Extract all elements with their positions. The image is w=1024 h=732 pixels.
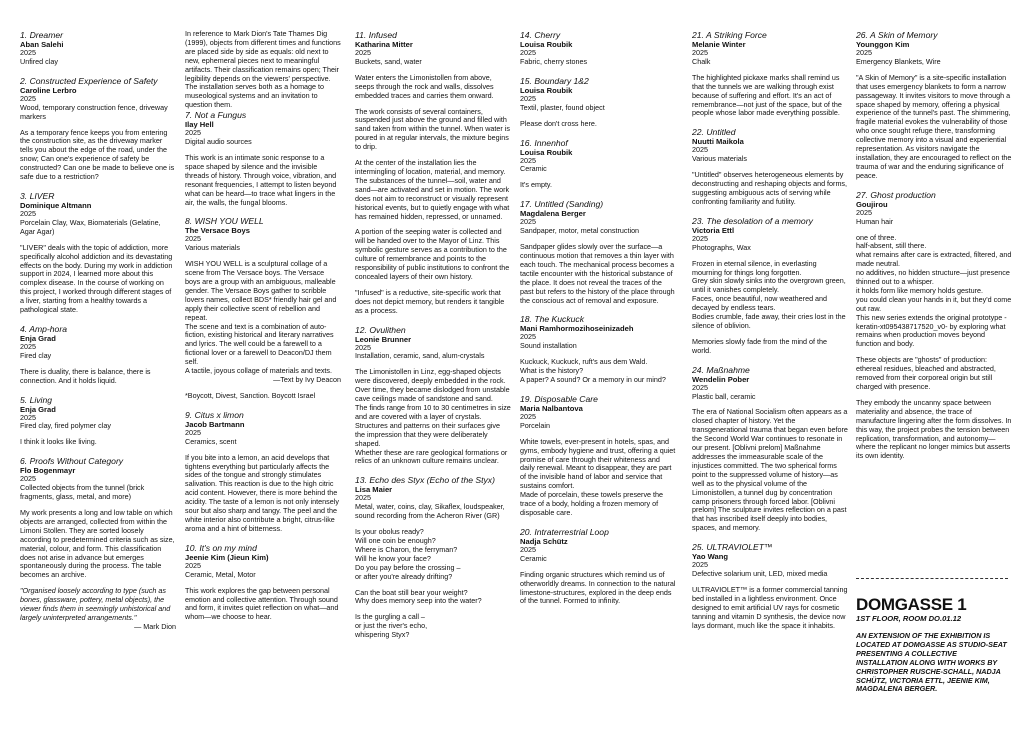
artwork-entry: [185, 410, 341, 534]
artwork-year: 2025: [692, 48, 708, 57]
artwork-description-continued: In reference to Mark Dion's Tate Thames Dig (1999), objects from different times and functions are placed side by side as equals: old next to new, ephemeral pieces next to meaningful artifacts. Their classification remains open; Their legibility depends on the viewers' perspective. The installation serves both as a homage to museological systems and an invitation to question them.: [185, 29, 341, 110]
artwork-materials: Fired clay: [20, 350, 52, 360]
artwork-entry: [20, 76, 176, 182]
artwork-materials: Sandpaper, motor, metal construction: [520, 226, 640, 236]
artwork-number: 5.: [20, 394, 28, 405]
artwork-year: 2025: [520, 332, 536, 342]
artwork-title-text: The Kuckuck: [534, 314, 585, 325]
artwork-year: 2025: [355, 48, 371, 57]
artwork-title-text: Echo des Styx (Echo of the Styx): [369, 475, 495, 486]
artwork-title: [692, 216, 848, 226]
artwork-description: As a temporary fence keeps you from entering the construction site, as the driveway marker tells you about the edge of the road, under the snow; Can one's experience of safety be constructed? Can one be made to believe one is safe due to a restriction?: [20, 127, 175, 182]
artwork-title: [856, 190, 1012, 200]
artwork-title: [20, 456, 176, 466]
artwork-title: [20, 30, 176, 40]
artwork-title: [185, 543, 341, 553]
artist-name: Ilay Hell: [185, 120, 214, 130]
artwork-description: Frozen in eternal silence, in everlasting mourning for things long forgotten. Grey skin slowly sinks into the overgrown green, until it vanishes completely. Faces, once beautiful, now weathered and decayed by endless tears. Bodies crumble, fade away, their cries lost in the silence of oblivion.: [692, 258, 846, 330]
artwork-materials: Emergency Blankets, Wire: [856, 56, 941, 66]
quote-credit: — Mark Dion: [134, 621, 176, 631]
artwork-description: Is the gurgling a call – or just the river's echo, whispering Styx?: [355, 612, 428, 640]
artwork-materials: Wood, temporary construction fence, driveway markers: [20, 102, 168, 121]
artwork-year: 2025: [185, 560, 201, 570]
artwork-description: Can the boat still bear your weight? Why does memory seep into the water?: [355, 587, 482, 606]
artwork-entry: [185, 216, 341, 400]
artwork-entry: [355, 30, 511, 316]
artwork-title-text: A Skin of Memory: [870, 30, 938, 40]
artwork-description: This work explores the gap between personal emotion and collective attention. Through sound and form, it invites quiet reflection on what—and whom—we choose to hear.: [185, 585, 339, 622]
artwork-entry: [856, 30, 1012, 181]
artwork-number: 10.: [185, 542, 197, 553]
artwork-materials: Unfired clay: [20, 56, 58, 66]
artwork-materials: Porcelain Clay, Wax, Biomaterials (Gelatine, Agar Agar): [20, 217, 161, 236]
artwork-entry: [355, 325, 511, 467]
artwork-materials: Textil, plaster, found object: [520, 102, 605, 112]
artwork-description: They embody the uncanny space between materiality and absence, the trace of manufacture lingering after the form dissolves. In this way, the project probes the tension between replication, transformation, and autonomy—where the replicant no longer mimics but asserts its own identity.: [856, 397, 1012, 461]
artwork-materials: Plastic ball, ceramic: [692, 391, 756, 401]
artwork-description: I think it looks like living.: [20, 437, 97, 447]
artist-name: Caroline Lerbro: [20, 85, 77, 95]
artist-name: Jacob Bartmann: [185, 419, 245, 429]
artwork-description: "A Skin of Memory" is a site-specific installation that uses emergency blankets to form a narrow passageway. It invites visitors to move through a space shaped by memory, offering a physical experience of the tunnel's past. The shimmering, fragile material evokes the vulnerability of those who once sought refuge there, transforming collective memory into a visual and experiential representation. As visitors navigate the installation, they are encouraged to reflect on the trauma of war and the enduring significance of peace.: [856, 72, 1012, 180]
artwork-title: [355, 30, 511, 40]
artwork-description: Finding organic structures which remind us of otherworldly dreams. In connection to the natural limestone-structures, explored in the deep ends of the tunnel. Formed to infinity.: [520, 569, 676, 606]
artwork-year: 2025: [692, 382, 708, 392]
artwork-title: [692, 127, 848, 137]
artwork-description: The work consists of several containers, suspended just above the ground and filled with sand taken from within the tunnel. When water is poured in at regular intervals, the mixture begins to drip.: [355, 106, 511, 152]
artwork-description: The era of National Socialism often appears as a closed chapter of history. Yet the transgenerational trauma that began even before the Second World War continues to resonate in our present. [Oblivni prelom] Maßnahme addresses the immeasurable scale of the injustices committed. The two spherical forms point to the suppressed volume of history—as well as to the physical volume of the Limonistollen, a tunnel dug by concentration camp prisoners through forced labor. [Oblivni prelom] The sculpture invites reflection on a past that has inscribed itself deeply into bodies, spaces, and memory.: [692, 407, 848, 533]
artwork-materials: Various materials: [692, 154, 747, 164]
artwork-description: Is your obolus ready? Will one coin be enough? Where is Charon, the ferryman? Will he know your face? Do you pay before the crossing – or after you're already drifting?: [355, 527, 461, 581]
artwork-number: 12.: [355, 324, 367, 335]
artwork-entry: [20, 324, 176, 386]
artwork-number: 7.: [185, 110, 193, 121]
artwork-title: [20, 76, 176, 86]
artist-name: Nuutti Maikola: [692, 137, 744, 147]
artist-name: The Versace Boys: [185, 226, 251, 236]
artwork-title-text: Dreamer: [29, 30, 63, 40]
artwork-title: [520, 199, 676, 209]
artist-name: Maria Nalbantova: [520, 403, 583, 413]
artist-name: Leonie Brunner: [355, 334, 412, 344]
artist-name: Magdalena Berger: [520, 209, 586, 219]
artwork-materials: Metal, water, coins, clay, Sikaflex, loudspeaker, sound recording from the Acheron River (GR): [355, 502, 505, 521]
artwork-year: 2025: [20, 474, 36, 484]
artwork-materials: Sound installation: [520, 341, 577, 351]
artwork-entry: [20, 395, 176, 448]
artwork-year: 2025: [520, 48, 536, 57]
artwork-title: [20, 191, 176, 201]
artwork-materials: Porcelain: [520, 420, 550, 430]
artwork-title-text: Living: [29, 394, 53, 405]
artwork-title: [185, 216, 341, 226]
artwork-materials: Defective solarium unit, LED, mixed media: [692, 569, 828, 579]
artwork-title: [856, 30, 1012, 40]
artwork-entry: [520, 138, 676, 191]
column-4: [520, 30, 676, 615]
artwork-title-text: The desolation of a memory: [706, 215, 813, 226]
artist-name: Louisa Roubik: [520, 147, 573, 157]
artwork-title: [355, 475, 511, 485]
artist-name: Enja Grad: [20, 333, 56, 343]
artwork-entry: [185, 543, 341, 622]
artwork-year: 2025: [20, 412, 36, 422]
artwork-materials: Collected objects from the tunnel (brick fragments, glass, metal, and more): [20, 483, 145, 502]
artwork-title-text: A Striking Force: [706, 30, 767, 40]
artist-name: Louisa Roubik: [520, 40, 573, 49]
artist-name: Dominique Altmann: [20, 200, 92, 210]
artwork-description: The highlighted pickaxe marks shall remind us that the tunnels we are walking through exist because of suffering and effort. It's an act of remembrance—not just of the space, but of the people whose labor made everything possible.: [692, 72, 842, 118]
artwork-description: At the center of the installation lies the intermingling of location, material, and memory. The substances of the tunnel—soil, water and sand—are activated and set in motion. The work does not aim to reconstruct or visually represent historical events, but to quietly engage with what has remained hidden, repressed, or unnamed.: [355, 158, 510, 221]
artwork-description: "Infused" is a reductive, site-specific work that does not depict memory, but renders it tangible as a process.: [355, 287, 505, 315]
artwork-description: Water enters the Limonistollen from above, seeps through the rock and walls, dissolves embedded traces and carries them onward.: [355, 72, 494, 100]
artist-name: Lisa Maier: [355, 485, 393, 495]
artist-name: Aban Salehi: [20, 40, 64, 49]
artwork-description: These objects are "ghosts" of production: ethereal residues, bleached and abstracted, removed from their corporeal origin but still charged with presence.: [856, 355, 996, 391]
artwork-title-text: Intraterrestrial Loop: [534, 526, 609, 537]
artwork-title-text: Amp-hora: [29, 323, 67, 334]
artwork-materials: Ceramic, Metal, Motor: [185, 569, 256, 579]
artist-name: Yao Wang: [692, 552, 729, 562]
footnote: *Boycott, Divest, Sanction. Boycott Israel: [185, 390, 316, 400]
artwork-number: 3.: [20, 190, 28, 201]
column-5: [692, 30, 848, 640]
artwork-description: If you bite into a lemon, an acid develops that tightens everything but particularly affects the sides of the tongue and strongly stimulates salivation. This reaction is due to the high citric acid content. However, there is more behind the acidity. The taste of a lemon is not only intensely sour but also sharp and tangy. The peel and the white interior also contribute a bright, citrus-like aroma and a hint of bitterness.: [185, 452, 339, 533]
artist-name: Victoria Ettl: [692, 225, 735, 235]
artwork-description: The Limonistollen in Linz, egg-shaped objects were discovered, deeply embedded in the rock. Over time, they became dislodged from unstable cave ceilings made of sandstone and sand. The finds range from 10 to 30 centimetres in size and are covered with a layer of crystals. Structures and patterns on their surfaces give the impression that they were deliberately shaped. Whether these are rare geological formations or relics of an unknown culture remains unclear.: [355, 367, 511, 466]
artwork-description: Memories slowly fade from the mind of the world.: [692, 336, 828, 355]
artist-name: Younggon Kim: [856, 40, 910, 49]
artwork-number: 13.: [355, 475, 367, 486]
artwork-title-text: Infused: [368, 30, 397, 40]
artist-name: Mani Ramhormozihoseinizadeh: [520, 324, 634, 334]
artwork-description: Kuckuck, Kuckuck, ruft's aus dem Wald. What is the history? A paper? A sound? Or a memory in our mind?: [520, 357, 666, 385]
venue-title: DOMGASSE 1: [856, 595, 967, 614]
artwork-number: 23.: [692, 215, 704, 226]
artist-name: Enja Grad: [20, 404, 56, 414]
artwork-number: 9.: [185, 409, 193, 420]
artwork-title-text: Citus x limon: [194, 409, 244, 420]
artwork-description: White towels, ever-present in hotels, spas, and gyms, embody hygiene and trust, offering a quiet promise of care through their whiteness and daily renewal. Meant to disappear, they are part of the invisible hand of labor and service that sustains comfort. Made of porcelain, these towels preserve the trace of a body, holding a frozen memory of disposable care.: [520, 436, 676, 517]
artwork-title-text: Disposable Care: [534, 393, 598, 404]
artwork-year: 2025: [185, 234, 201, 244]
column-6: [856, 30, 1012, 470]
artwork-materials: Installation, ceramic, sand, alum-crystals: [355, 351, 485, 361]
artwork-year: 2025: [520, 411, 536, 421]
artwork-title-text: Ghost production: [870, 189, 936, 200]
artist-name: Goujirou: [856, 199, 888, 209]
artwork-number: 21.: [692, 30, 704, 40]
artwork-entry: [520, 314, 676, 385]
artwork-entry: [20, 191, 176, 315]
artwork-description: There is duality, there is balance, there is connection. And it holds liquid.: [20, 366, 151, 385]
artwork-number: 20.: [520, 526, 532, 537]
artwork-entry: [692, 542, 848, 630]
artwork-description: A portion of the seeping water is collected and will be handed over to the Mayor of Linz. This symbolic gesture serves as a contribution to the culture of remembrance and points to the responsibility of public institutions to confront the concealed layers of their own history.: [355, 227, 510, 281]
artwork-description: Sandpaper glides slowly over the surface—a continuous motion that removes a thin layer with each touch. The mechanical process becomes a tactile encounter with the historical substance of the place. It does not reveal the traces of the past but refers to the history of the place through the conscious act of removal and exposure.: [520, 242, 675, 305]
artwork-number: 26.: [856, 30, 868, 40]
artwork-number: 2.: [20, 75, 28, 86]
artwork-year: 2025: [692, 233, 708, 243]
artist-name: Jeenie Kim (Jieun Kim): [185, 552, 269, 562]
artwork-year: 2025: [20, 341, 36, 351]
artwork-title-text: LIVER: [29, 190, 55, 201]
artwork-title-text: Innenhof: [534, 137, 568, 148]
artwork-materials: Ceramic: [520, 164, 547, 174]
artwork-year: 2025: [355, 493, 371, 503]
artwork-title: [20, 324, 176, 334]
artwork-title: [520, 30, 676, 40]
artwork-materials: Human hair: [856, 216, 894, 226]
column-2: [185, 30, 341, 631]
artwork-number: 17.: [520, 199, 532, 210]
artwork-description: one of three. half-absent, still there. what remains after care is extracted, filtered, and made neutral. no additives, no hidden structure—just presence thinned out to a whisper. it holds form like memory holds gesture. you could clean your hands in it, but they'd come out raw. This new series extends the original prototype -keratin-xt095438717520_v0- by exploring what remains when production moves beyond function and body.: [856, 232, 1012, 349]
artwork-year: 2025: [185, 128, 201, 138]
artwork-title: [520, 138, 676, 148]
artwork-year: 2025: [856, 207, 872, 217]
artwork-entry: [520, 199, 676, 305]
artwork-number: 6.: [20, 456, 28, 467]
artwork-description: "Untitled" observes heterogeneous elements by deconstructing and reshaping objects and forms, suggesting ambiguous acts of serving while confronting familiarity and futility.: [692, 170, 848, 206]
artwork-title: [692, 30, 848, 40]
artwork-entry: [692, 127, 848, 206]
artwork-materials: Fired clay, fired polymer clay: [20, 421, 111, 431]
artwork-description: This work is an intimate sonic response to a space shaped by silence and the invisible threads of history. Through voice, vibration, and resonant frequencies, I attempt to listen beyond what can be heard—to trace what lingers in the air, the walls, the fungal blooms.: [185, 152, 337, 207]
artwork-title: [520, 394, 676, 404]
artwork-entry: [692, 365, 848, 534]
artwork-number: 25.: [692, 542, 704, 553]
artwork-title-text: It's on my mind: [199, 542, 257, 553]
artwork-title: [20, 395, 176, 405]
artwork-number: 24.: [692, 364, 704, 375]
artwork-title-text: Cherry: [534, 30, 561, 40]
artwork-year: 2025: [20, 48, 36, 57]
artist-name: Katharina Mitter: [355, 40, 413, 49]
artwork-title-text: Not a Fungus: [194, 110, 247, 121]
artwork-description: WISH YOU WELL is a sculptural collage of a scene from The Versace boys. The Versace boys are a group with an ambiguous, malleable gender. The Versace Boys gather to scribble lovers names, collect BDS* friendly hair gel and apply their collective scent of rebellion and repeat. The scene and text is a combination of auto-fiction, existing historical and literary narratives and lyrics. The well could be a farewell to a fictional lover or a farewell to Deacon/DJ them self. A tactile, joyous collage of materials and texts.: [185, 259, 337, 376]
artwork-title: [692, 365, 848, 375]
artwork-entry: [520, 527, 676, 606]
artwork-title-text: WISH YOU WELL: [194, 216, 264, 227]
artwork-number: 19.: [520, 393, 532, 404]
artwork-number: 14.: [520, 30, 532, 40]
artwork-description: My work presents a long and low table on which objects are arranged, collected from within the Limoni Stollen. They are sorted loosely according to predetermined criteria such as size, material, colour, and form. This classification does not arise in advance but emerges spontaneously during the process. The table becomes an archive.: [20, 508, 175, 580]
artwork-entry: [355, 475, 511, 640]
artwork-title: [520, 76, 676, 86]
artwork-materials: Ceramic: [520, 553, 547, 563]
artwork-entry: [20, 30, 176, 67]
artwork-number: 4.: [20, 323, 28, 334]
artwork-number: 11.: [355, 30, 367, 40]
artwork-number: 16.: [520, 137, 532, 148]
artwork-entry: [856, 190, 1012, 462]
artwork-year: 2025: [20, 93, 36, 103]
artwork-materials: Various materials: [185, 243, 240, 253]
artwork-entry: [20, 456, 176, 632]
venue-description: AN EXTENSION OF THE EXHIBITION IS LOCATED AT DOMGASSE AS STUDIO-SEAT PRESENTING A COLLECTIVE INSTALLATION ALONG WITH WORKS BY CHRISTOPHER RUSCHE-SCHALL, NADJA SCHÜTZ, VICTORIA ETTL, JEENIE KIM, MAGDALENA BERGER.: [856, 631, 1007, 694]
artwork-title: [185, 110, 341, 120]
artwork-entry: [520, 76, 676, 129]
artwork-quote: "Organised loosely according to type (such as bones, glassware, pottery, metal objects), the viewer finds them in seemingly unhistorical and largely uninterpreted arrangements.": [20, 586, 171, 622]
artwork-description: "LIVER" deals with the topic of addiction, more specifically alcohol addiction and its devastating effects on the body. During my work in addiction support in 2024, I learned more about this complex disease. In the course of working on this project, I worked through different stages of a liver, starting from a healthy towards a pathological state.: [20, 242, 173, 315]
artwork-number: 22.: [692, 127, 704, 138]
artwork-entry: [520, 30, 676, 67]
artwork-number: 8.: [185, 216, 193, 227]
artwork-number: 18.: [520, 314, 532, 325]
artwork-year: 2025: [355, 342, 371, 352]
artwork-year: 2025: [692, 145, 708, 155]
artwork-description: It's empty.: [520, 180, 552, 190]
divider-dashed: [856, 578, 1008, 579]
artwork-title: [520, 314, 676, 324]
artwork-title: [692, 542, 848, 552]
artwork-title: [520, 527, 676, 537]
artwork-entry: [692, 216, 848, 356]
artwork-title-text: Ovulithen: [369, 324, 406, 335]
artwork-year: 2025: [20, 208, 36, 218]
artwork-materials: Fabric, cherry stones: [520, 56, 588, 66]
artwork-materials: Buckets, sand, water: [355, 56, 422, 66]
artist-name: Louisa Roubik: [520, 85, 573, 95]
text-credit: —Text by Ivy Deacon: [273, 375, 341, 384]
artwork-title-text: Proofs Without Category: [29, 456, 124, 467]
artist-name: Nadja Schütz: [520, 536, 568, 546]
artwork-title-text: Boundary 1&2: [534, 75, 589, 86]
artwork-materials: Ceramics, scent: [185, 436, 237, 446]
artwork-materials: Digital audio sources: [185, 137, 252, 147]
artwork-title-text: Maßnahme: [706, 364, 750, 375]
artwork-number: 15.: [520, 75, 532, 86]
artwork-number: 1.: [20, 30, 28, 40]
artwork-year: 2025: [520, 217, 536, 227]
artwork-entry: [692, 30, 848, 118]
artwork-entry: [520, 394, 676, 518]
artwork-title-text: ULTRAVIOLET™: [706, 542, 773, 553]
artwork-materials: Photographs, Wax: [692, 242, 751, 252]
artwork-title: [355, 325, 511, 335]
artwork-year: 2025: [520, 155, 536, 165]
artwork-title-text: Untitled: [706, 127, 736, 138]
artist-name: Wendelin Pober: [692, 374, 750, 384]
artwork-description: ULTRAVIOLET™ is a former commercial tanning bed installed in a lightless environment. Once designed to emit artificial UV rays for cosmetic tanning and vitamin D synthesis, the device now lays dormant, much like the space it inhabits.: [692, 584, 848, 630]
artwork-year: 2025: [520, 93, 536, 103]
artwork-description: Please don't cross here.: [520, 118, 597, 128]
artwork-year: 2025: [185, 427, 201, 437]
artwork-year: 2025: [520, 544, 536, 554]
column-3: [355, 30, 511, 649]
venue-room: 1ST FLOOR, ROOM DO.01.12: [856, 614, 962, 623]
artwork-number: 27.: [856, 189, 868, 200]
artwork-year: 2025: [856, 48, 872, 57]
artwork-title: [185, 410, 341, 420]
artwork-entry: [185, 110, 341, 207]
artist-name: Melanie Winter: [692, 40, 746, 49]
artwork-materials: Chalk: [692, 56, 711, 66]
artwork-year: 2025: [692, 560, 708, 570]
artwork-title-text: Untitled (Sanding): [534, 199, 604, 210]
artist-name: Flo Bogenmayr: [20, 466, 76, 476]
column-1: [20, 30, 176, 641]
artwork-title-text: Constructed Experience of Safety: [29, 75, 158, 86]
